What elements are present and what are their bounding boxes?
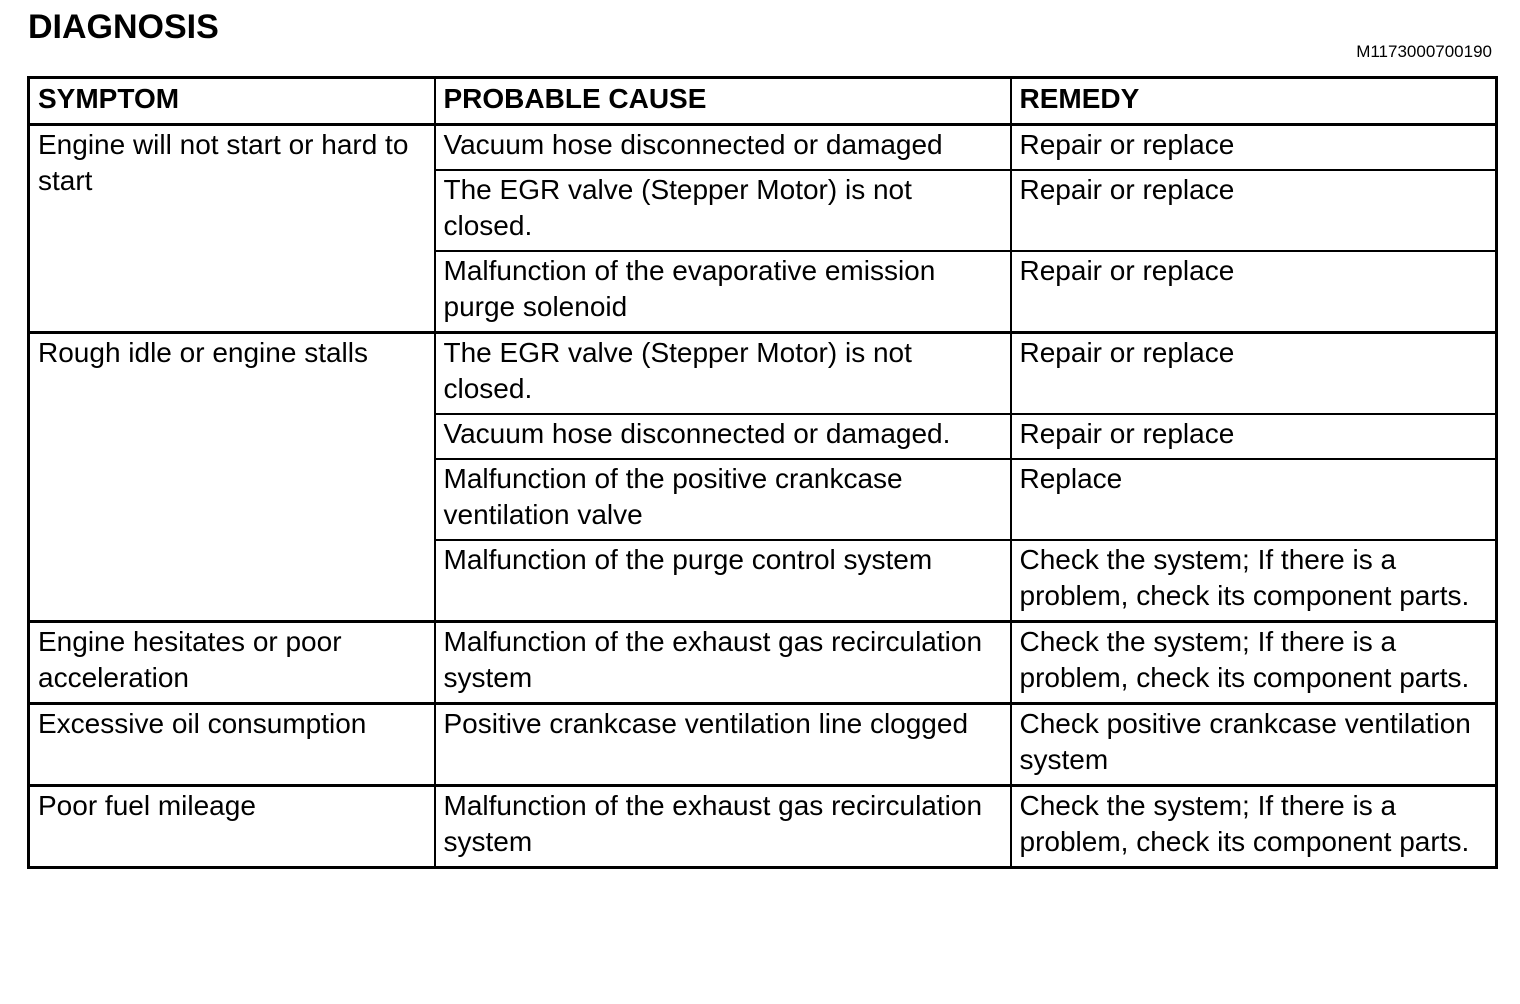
diagnosis-table: [27, 76, 1498, 869]
symptom-cell: Excessive oil consumption: [29, 704, 435, 786]
table-row: [29, 704, 1497, 786]
remedy-cell: Repair or replace: [1011, 333, 1497, 415]
cause-cell: Malfunction of the exhaust gas recirculation system: [435, 786, 1011, 868]
remedy-cell: Repair or replace: [1011, 170, 1497, 251]
remedy-cell: Check the system; If there is a problem, check its component parts.: [1011, 786, 1497, 868]
header-symptom: SYMPTOM: [29, 78, 435, 125]
remedy-cell: Replace: [1011, 459, 1497, 540]
header-probable-cause: PROBABLE CAUSE: [435, 78, 1011, 125]
cause-cell: The EGR valve (Stepper Motor) is not closed.: [435, 333, 1011, 415]
table-row: [29, 333, 1497, 415]
remedy-cell: Repair or replace: [1011, 251, 1497, 333]
symptom-cell: Engine hesitates or poor acceleration: [29, 622, 435, 704]
cause-cell: Malfunction of the exhaust gas recirculation system: [435, 622, 1011, 704]
table-header-row: [29, 78, 1497, 125]
cause-cell: Malfunction of the evaporative emission purge solenoid: [435, 251, 1011, 333]
remedy-cell: Repair or replace: [1011, 414, 1497, 459]
symptom-cell: Engine will not start or hard to start: [29, 125, 435, 333]
symptom-cell: Poor fuel mileage: [29, 786, 435, 868]
cause-cell: The EGR valve (Stepper Motor) is not closed.: [435, 170, 1011, 251]
table-row: [29, 125, 1497, 171]
table-row: [29, 786, 1497, 868]
cause-cell: Malfunction of the positive crankcase ventilation valve: [435, 459, 1011, 540]
header-remedy: REMEDY: [1011, 78, 1497, 125]
document-code: M1173000700190: [1356, 42, 1492, 61]
table-row: [29, 622, 1497, 704]
remedy-cell: Check positive crankcase ventilation system: [1011, 704, 1497, 786]
remedy-cell: Repair or replace: [1011, 125, 1497, 171]
cause-cell: Vacuum hose disconnected or damaged.: [435, 414, 1011, 459]
remedy-cell: Check the system; If there is a problem, check its component parts.: [1011, 622, 1497, 704]
cause-cell: Positive crankcase ventilation line clogged: [435, 704, 1011, 786]
page-title: DIAGNOSIS: [28, 8, 219, 46]
remedy-cell: Check the system; If there is a problem, check its component parts.: [1011, 540, 1497, 622]
symptom-cell: Rough idle or engine stalls: [29, 333, 435, 622]
cause-cell: Vacuum hose disconnected or damaged: [435, 125, 1011, 171]
cause-cell: Malfunction of the purge control system: [435, 540, 1011, 622]
